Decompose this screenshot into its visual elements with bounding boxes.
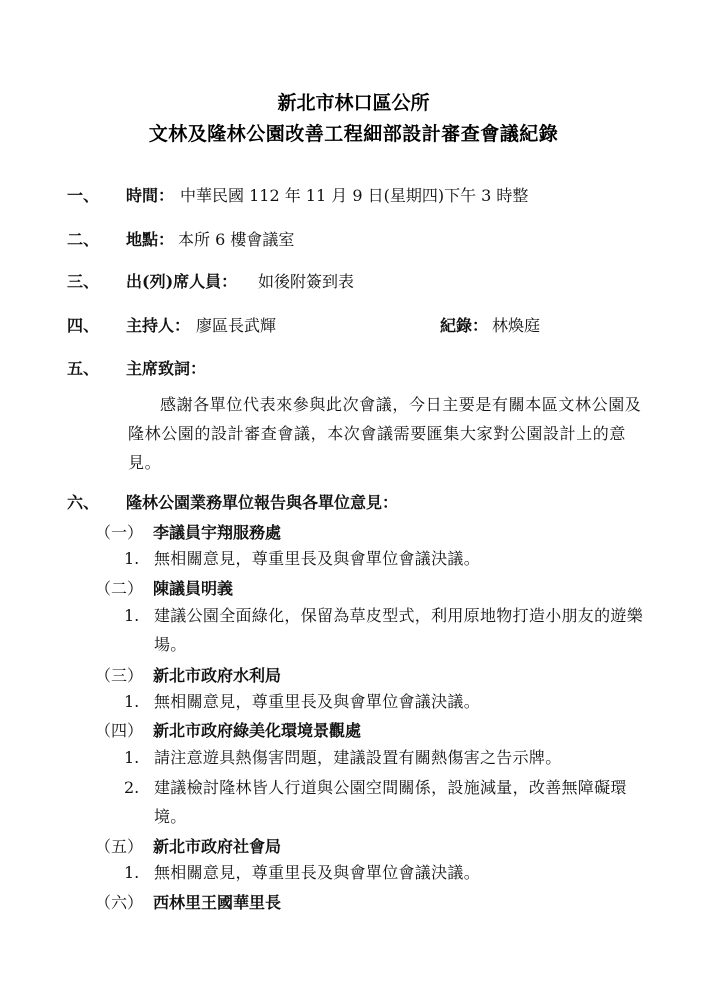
unit-name: 陳議員明義 (153, 579, 234, 598)
host-name: 廖區長武輝 (196, 316, 277, 335)
item-text: 無相關意見，尊重里長及與會單位會議決議。 (154, 549, 481, 568)
unit-name: 李議員宇翔服務處 (153, 523, 282, 542)
section-label: 時間： (126, 186, 175, 205)
section-number: 二、 (67, 230, 100, 249)
section-label: 隆林公園業務單位報告與各單位意見： (126, 493, 399, 512)
unit-number: （三） (95, 666, 144, 685)
item-text: 請注意遊具熱傷害問題，建議設置有關熱傷害之告示牌。 (154, 748, 562, 767)
opinion-item (124, 858, 654, 887)
recorder-name: 林煥庭 (492, 316, 541, 335)
item-number: 1. (124, 748, 140, 767)
section-number: 一、 (67, 186, 100, 205)
opinion-item (124, 773, 654, 831)
section-number: 四、 (67, 316, 100, 335)
section-label: 出(列)席人員： (126, 272, 238, 291)
opinion-item (124, 544, 654, 573)
meeting-time: 中華民國 112 年 11 月 9 日(星期四)下午 3 時整 (180, 186, 529, 205)
opinion-item (124, 687, 654, 716)
unit-name: 新北市政府社會局 (153, 837, 282, 856)
meeting-title: 文林及隆林公園改善工程細部設計審查會議紀錄 (148, 123, 559, 145)
section-label: 主持人： (126, 316, 191, 335)
item-number: 1. (124, 549, 140, 568)
unit-name: 西林里王國華里長 (153, 893, 282, 912)
section-label: 地點： (126, 230, 175, 249)
unit-number: （一） (95, 523, 144, 542)
opinion-item (124, 743, 654, 772)
item-number: 1. (124, 863, 140, 882)
unit-number: （二） (95, 579, 144, 598)
unit-name: 新北市政府水利局 (153, 666, 282, 685)
item-text: 建議檢討隆林皆人行道與公園空間關係，設施減量，改善無障礙環境。 (154, 778, 627, 826)
item-text: 無相關意見，尊重里長及與會單位會議決議。 (154, 692, 481, 711)
section-label: 主席致詞： (126, 359, 207, 378)
unit-number: （四） (95, 721, 144, 740)
unit-name: 新北市政府綠美化環境景觀處 (153, 721, 362, 740)
meeting-location: 本所 6 樓會議室 (178, 230, 295, 249)
section-number: 五、 (67, 359, 100, 378)
item-text: 無相關意見，尊重里長及與會單位會議決議。 (154, 863, 481, 882)
section-number: 六、 (67, 493, 100, 512)
unit-number: （六） (95, 893, 144, 912)
organization-title: 新北市林口區公所 (277, 92, 430, 114)
item-number: 1. (124, 692, 140, 711)
item-number: 1. (124, 606, 140, 625)
item-number: 2. (124, 778, 140, 797)
chair-speech-paragraph: 感謝各單位代表來參與此次會議，今日主要是有關本區文林公園及隆林公園的設計審查會議，本次會議需要匯集大家對公園設計上的意見。 (128, 395, 642, 472)
recorder-label: 紀錄： (440, 316, 489, 335)
opinion-item (124, 601, 654, 659)
attendees-value: 如後附簽到表 (258, 272, 355, 291)
unit-number: （五） (95, 837, 144, 856)
item-text: 建議公園全面綠化，保留為草皮型式，利用原地物打造小朋友的遊樂場。 (154, 606, 644, 654)
section-number: 三、 (67, 272, 100, 291)
